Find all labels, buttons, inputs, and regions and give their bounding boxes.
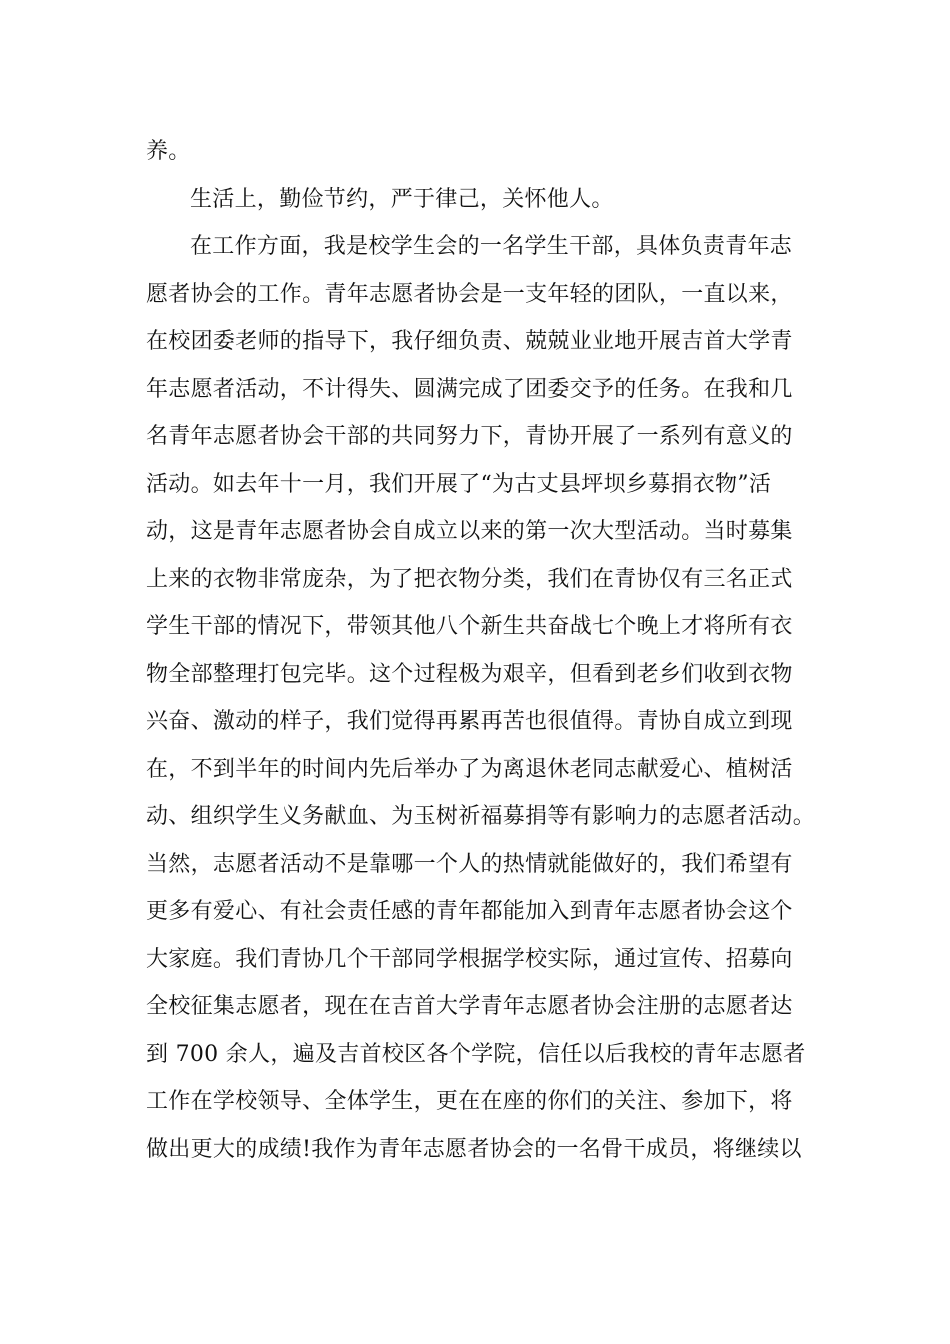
text-line: 上来的衣物非常庞杂，为了把衣物分类，我们在青协仅有三名正式 <box>146 566 793 592</box>
text-line: 生活上，勤俭节约，严于律己，关怀他人。 <box>190 186 614 212</box>
text-line: 在，不到半年的时间内先后举办了为离退休老同志献爱心、植树活 <box>146 756 793 782</box>
text-line: 养。 <box>146 139 191 164</box>
text-line: 在工作方面，我是校学生会的一名学生干部，具体负责青年志 <box>190 234 793 259</box>
text-line: 更多有爱心、有社会责任感的青年都能加入到青年志愿者协会这个 <box>146 899 793 924</box>
text-line: 当然，志愿者活动不是靠哪一个人的热情就能做好的，我们希望有 <box>146 851 793 877</box>
text-line: 工作在学校领导、全体学生，更在在座的你们的关注、参加下，将 <box>146 1089 793 1114</box>
text-line: 兴奋、激动的样子，我们觉得再累再苦也很值得。青协自成立到现 <box>146 709 793 734</box>
body-text <box>146 128 816 1173</box>
text-line: 名青年志愿者协会干部的共同努力下，青协开展了一系列有意义的 <box>146 424 793 449</box>
text-line: 到 700 余人，遍及吉首校区各个学院，信任以后我校的青年志愿者 <box>146 1041 806 1067</box>
text-line: 全校征集志愿者，现在在吉首大学青年志愿者协会注册的志愿者达 <box>146 994 793 1019</box>
text-line: 做出更大的成绩!我作为青年志愿者协会的一名骨干成员，将继续以 <box>146 1136 802 1162</box>
text-line: 在校团委老师的指导下，我仔细负责、兢兢业业地开展吉首大学青 <box>146 329 793 354</box>
text-line: 动，这是青年志愿者协会自成立以来的第一次大型活动。当时募集 <box>146 519 793 544</box>
text-line: 物全部整理打包完毕。这个过程极为艰辛，但看到老乡们收到衣物 <box>146 661 793 687</box>
text-line: 学生干部的情况下，带领其他八个新生共奋战七个晚上才将所有衣 <box>146 614 793 639</box>
text-line: 活动。如去年十一月，我们开展了“为古丈县坪坝乡募捐衣物”活 <box>146 471 772 497</box>
text-line: 大家庭。我们青协几个干部同学根据学校实际，通过宣传、招募向 <box>146 946 793 972</box>
text-line: 年志愿者活动，不计得失、圆满完成了团委交予的任务。在我和几 <box>146 376 793 402</box>
text-line: 愿者协会的工作。青年志愿者协会是一支年轻的团队，一直以来， <box>146 281 793 307</box>
text-line: 动、组织学生义务献血、为玉树祈福募捐等有影响力的志愿者活动。 <box>146 804 816 829</box>
